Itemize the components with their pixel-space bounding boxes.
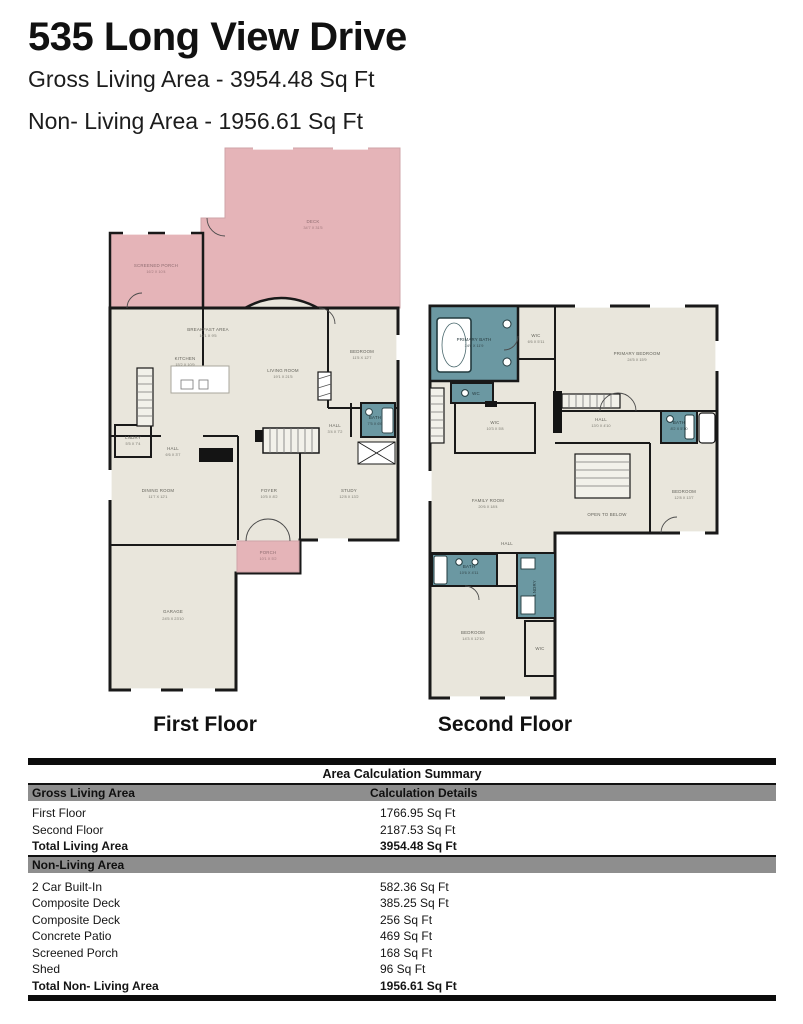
living-header-band [28,783,776,801]
room-label-hall: HALL [329,423,341,428]
table-bottom-rule [28,995,776,1001]
room-label-bath: BATH [368,415,382,420]
room-label-open-below: OPEN TO BELOW [587,512,627,517]
table-row: Second Floor 2187.53 Sq Ft [32,822,456,837]
room-label-bedroom: BEDROOM [349,349,375,354]
svg-text:24'5 X 15'9: 24'5 X 15'9 [627,357,647,362]
svg-text:8'2 X 5'10: 8'2 X 5'10 [670,426,688,431]
svg-text:15'2 X 10'9: 15'2 X 10'9 [175,362,195,367]
svg-text:12'8 X 13'7: 12'8 X 13'7 [674,495,694,500]
svg-text:24'5 X 23'10: 24'5 X 23'10 [162,616,184,621]
svg-text:14'6 X 11'9: 14'6 X 11'9 [464,343,484,348]
table-row: 2 Car Built-In 582.36 Sq Ft [32,879,449,894]
room-label-family-room: FAMILY ROOM [471,498,505,503]
non-living-line: Non- Living Area - 1956.61 Sq Ft [28,108,363,134]
room-label-porch: PORCH [259,550,277,555]
room-label-foyer: FOYER [260,488,278,493]
closet-x [358,442,395,464]
svg-text:34'7 X 31'5: 34'7 X 31'5 [303,225,323,230]
svg-text:19'1 X 21'5: 19'1 X 21'5 [273,374,293,379]
svg-text:13'0 X 4'10: 13'0 X 4'10 [591,423,611,428]
table-row-total-nonliving: Total Non- Living Area 1956.61 Sq Ft [32,978,457,993]
table-top-rule [28,758,776,765]
gross-living-line: Gross Living Area - 3954.48 Sq Ft [28,66,375,92]
room-label-wc: WC [472,391,480,396]
room-label-hall-bottom: HALL [501,541,513,546]
nonliving-header: Non-Living Area [32,857,125,872]
svg-text:11'7 X 12'1: 11'7 X 12'1 [148,494,168,499]
second-floor-plan [425,296,735,708]
table-title: Area Calculation Summary [322,767,482,781]
wall-mass [199,448,233,462]
room-label-primary-bedroom: PRIMARY BEDROOM [613,351,661,356]
room-label-living: LIVING ROOM [267,368,299,373]
room-label-bath-right: BATH [672,420,686,425]
second-floor-caption: Second Floor [437,713,573,736]
room-label-hall2: HALL [167,446,179,451]
svg-text:6'6 X 3'7: 6'6 X 3'7 [165,452,181,457]
living-header-right: Calculation Details [370,786,478,800]
svg-text:11'5 X 12'7: 11'5 X 12'7 [352,355,372,360]
room-label-wic-left: WIC [490,420,500,425]
svg-text:3'4 X 7'2: 3'4 X 7'2 [327,429,343,434]
room-label-kitchen: KITCHEN [174,356,196,361]
svg-text:7'5 X 6'6: 7'5 X 6'6 [367,421,383,426]
first-floor-caption: First Floor [153,713,257,736]
room-label-bedroom-right: BEDROOM [671,489,697,494]
room-label-laundry: LNDRY [125,435,141,440]
svg-text:6'6 X 5'11: 6'6 X 5'11 [527,339,545,344]
svg-text:14'3 X 12'10: 14'3 X 12'10 [462,636,484,641]
house-body [110,308,398,690]
room-label-breakfast: BREAKFAST AREA [187,327,229,332]
fireplace [318,372,331,400]
table-row: Composite Deck 256 Sq Ft [32,912,433,927]
room-label-wic-top: WIC [531,333,541,338]
svg-text:10'1 X 9'5: 10'1 X 9'5 [199,333,217,338]
table-row: Screened Porch 168 Sq Ft [32,945,433,960]
room-label-primary-bath: PRIMARY BATH [456,337,492,342]
room-label-dining: DINING ROOM [141,488,175,493]
svg-text:10'3 X 5'8: 10'3 X 5'8 [486,426,504,431]
svg-text:12'8 X 13'2: 12'8 X 13'2 [339,494,359,499]
room-label-laundry: LNDRY [532,580,537,596]
svg-text:10'6 X 4'11: 10'6 X 4'11 [459,570,479,575]
table-row: Shed 96 Sq Ft [32,962,426,976]
first-floor-plan [103,140,415,705]
room-label-deck: DECK [306,219,320,224]
svg-text:10'1 X 5'2: 10'1 X 5'2 [259,556,277,561]
svg-text:16'2 X 10'4: 16'2 X 10'4 [146,269,166,274]
table-row-total-living: Total Living Area 3954.48 Sq Ft [32,839,457,853]
table-row: Concrete Patio 469 Sq Ft [32,929,433,943]
wall-mass [553,391,562,433]
room-label-study: STUDY [341,488,357,493]
svg-text:20'6 X 18'4: 20'6 X 18'4 [478,504,498,509]
nonliving-header-band [28,855,776,873]
kitchen-island [171,366,229,393]
svg-text:10'5 X 8'2: 10'5 X 8'2 [260,494,278,499]
wall-mass [485,401,497,407]
page-title: 535 Long View Drive [28,15,407,59]
room-label-screened-porch: SCREENED PORCH [133,263,179,268]
room-label-hall: HALL [595,417,607,422]
room-label-bath-bottom: BATH [462,564,476,569]
svg-text:5'5 X 7'4: 5'5 X 7'4 [125,441,141,446]
area-calculation-table [28,758,776,1001]
table-row: First Floor 1766.95 Sq Ft [32,806,456,820]
room-label-bedroom-bottom: BEDROOM [460,630,486,635]
room-label-garage: GARAGE [163,609,183,614]
room-label-wic-bottom: WIC [535,646,545,651]
living-header-left: Gross Living Area [32,786,135,800]
table-row: Composite Deck 385.25 Sq Ft [32,896,449,910]
deck-area [201,148,400,308]
header [28,14,407,134]
